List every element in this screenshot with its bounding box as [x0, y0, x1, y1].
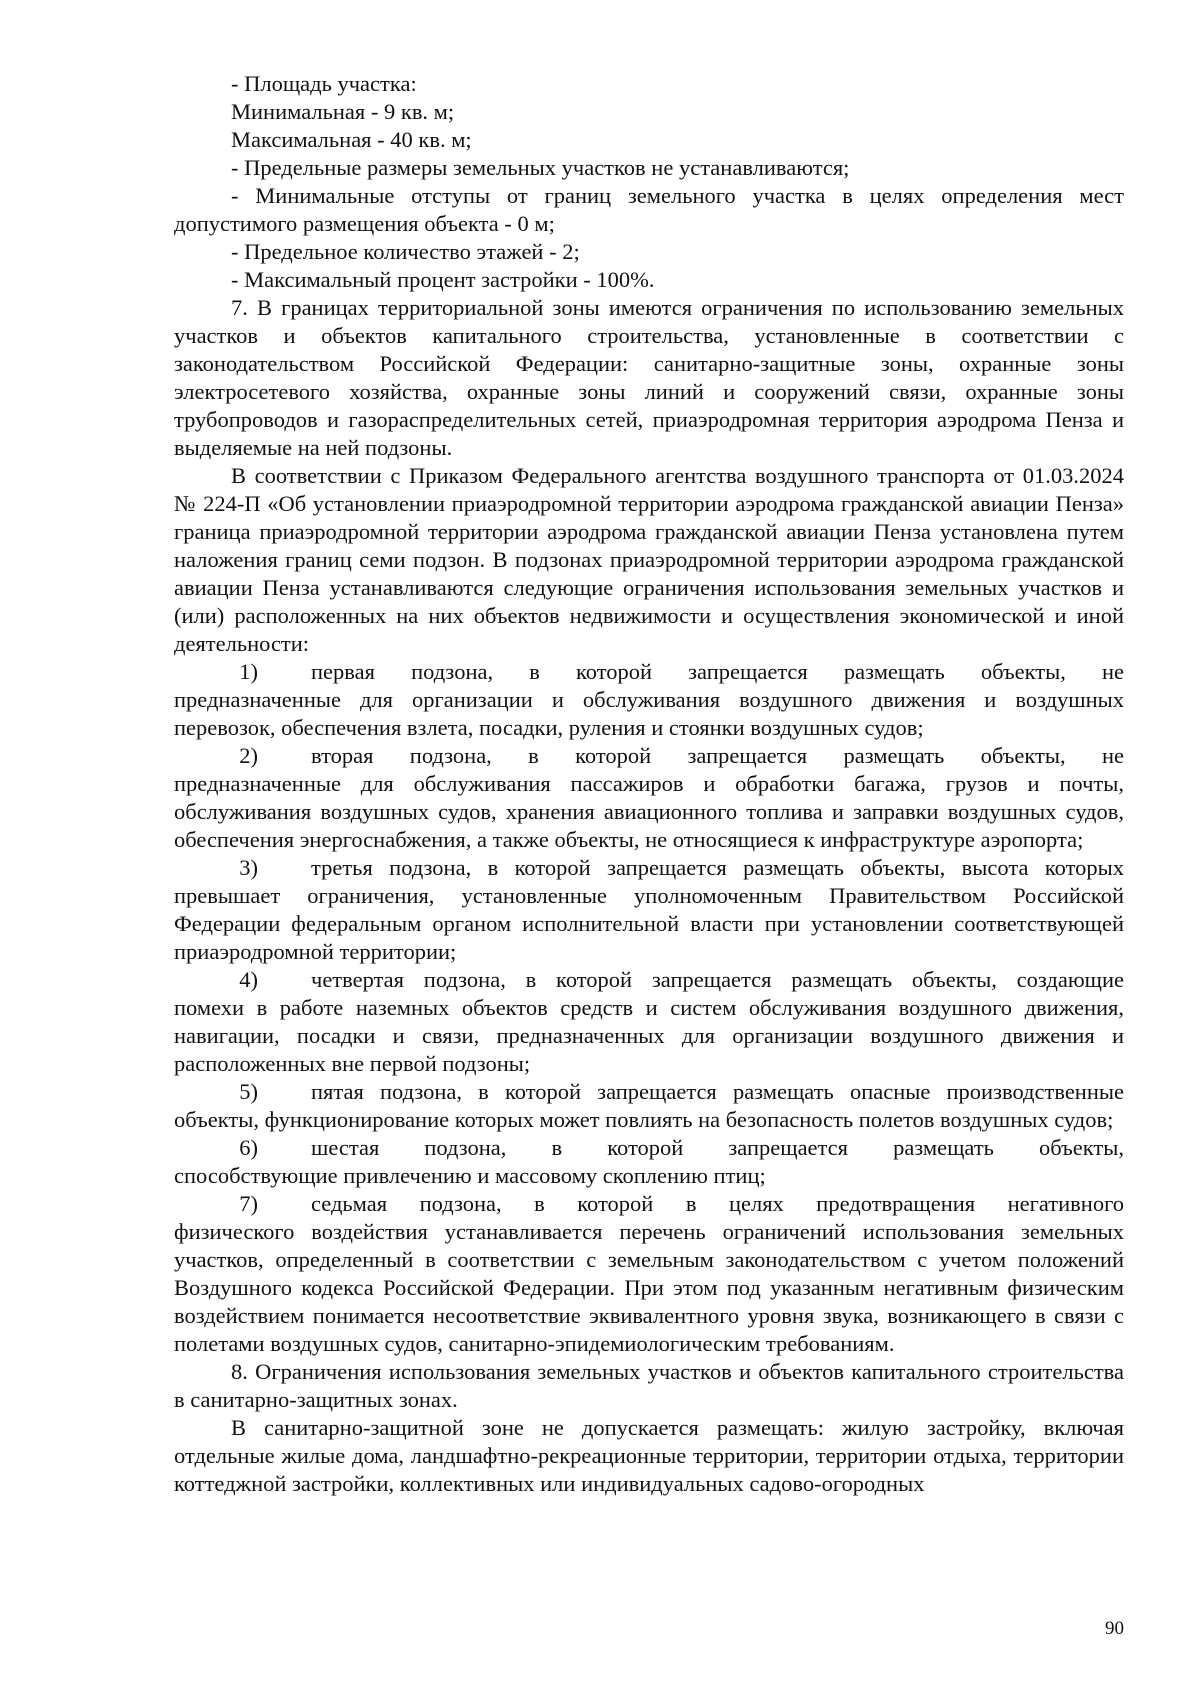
subzone-number: 4)	[239, 967, 258, 992]
paragraph-max-area: Максимальная - 40 кв. м;	[231, 127, 472, 152]
subzone-number: 1)	[239, 659, 258, 684]
paragraph-size-limits: - Предельные размеры земельных участков не устанавливаются;	[231, 155, 850, 180]
subzone-item	[174, 658, 1124, 742]
subzone-first-line: четвертая подзона, в которой запрещается размещать объекты, создающие	[311, 967, 1124, 992]
subzone-number: 5)	[239, 1079, 258, 1104]
subzone-first-line: первая подзона, в которой запрещается размещать объекты, не	[311, 659, 1124, 684]
subzone-number: 2)	[239, 743, 258, 768]
document-body	[174, 70, 1124, 1498]
subzone-item	[174, 854, 1124, 966]
subzone-text: объекты, функционирование которых может повлиять на безопасность полетов воздушных судов;	[174, 1107, 1114, 1132]
subzone-text: помехи в работе наземных объектов средств и систем обслуживания воздушного движения, навигации, посадки и связи, предназначенных для организации воздушного движения и расположенных вне первой подзоны;	[174, 995, 1124, 1076]
subzone-first-line: седьмая подзона, в которой в целях предотвращения негативного	[311, 1191, 1124, 1216]
subzone-item	[174, 1134, 1124, 1190]
paragraph-section-7: 7. В границах территориальной зоны имеются ограничения по использованию земельных участков и объектов капитального строительства, установленные в соответствии с законодательством Российской Федерации: санитарно-защитные зоны, охранные зоны электросетевого хозяйства, охранные зоны линий и сооружений связи, охранные зоны трубопроводов и газораспределительных сетей, приаэродромная территория аэродрома Пенза и выделяемые на ней подзоны.	[174, 295, 1124, 460]
subzone-text: предназначенные для обслуживания пассажиров и обработки багажа, грузов и почты, обслуживания воздушных судов, хранения авиационного топлива и заправки воздушных судов, обеспечения энергоснабжения, а также объекты, не относящиеся к инфраструктуре аэропорта;	[174, 771, 1124, 852]
paragraph-section-8: 8. Ограничения использования земельных участков и объектов капитального строительства в санитарно-защитных зонах.	[174, 1359, 1124, 1412]
paragraph-area-heading: - Площадь участка:	[231, 71, 417, 96]
subzone-first-line: вторая подзона, в которой запрещается размещать объекты, не	[311, 743, 1124, 768]
subzone-item	[174, 1190, 1124, 1358]
subzone-item	[174, 1078, 1124, 1134]
subzone-number: 3)	[239, 855, 258, 880]
paragraph-order-intro: В соответствии с Приказом Федерального агентства воздушного транспорта от 01.03.2024 № 224-П «Об установлении приаэродромной территории аэродрома гражданской авиации Пенза» граница приаэродромной территории аэродрома гражданской авиации Пенза установлена путем наложения границ семи подзон. В подзонах приаэродромной территории аэродрома гражданской авиации Пенза устанавливаются следующие ограничения использования земельных участков и (или) расположенных на них объектов недвижимости и осуществления экономической и иной деятельности:	[174, 463, 1124, 656]
paragraph-min-area: Минимальная - 9 кв. м;	[231, 99, 455, 124]
subzone-text: предназначенные для организации и обслуживания воздушного движения и воздушных перевозок, обеспечения взлета, посадки, руления и стоянки воздушных судов;	[174, 687, 1124, 740]
subzone-text: способствующие привлечению и массовому скоплению птиц;	[174, 1163, 766, 1188]
subzone-number: 6)	[239, 1135, 258, 1160]
paragraph-coverage: - Максимальный процент застройки - 100%.	[231, 267, 655, 292]
subzone-item	[174, 742, 1124, 854]
subzone-text: превышает ограничения, установленные уполномоченным Правительством Российской Федерации федеральным органом исполнительной власти при установлении соответствующей приаэродромной территории;	[174, 883, 1124, 964]
subzone-first-line: пятая подзона, в которой запрещается размещать опасные производственные	[311, 1079, 1124, 1104]
paragraph-min-setbacks: - Минимальные отступы от границ земельного участка в целях определения мест допустимого размещения объекта - 0 м;	[174, 183, 1124, 236]
subzone-text: физического воздействия устанавливается перечень ограничений использования земельных участков, определенный в соответствии с земельным законодательством с учетом положений Воздушного кодекса Российской Федерации. При этом под указанным негативным физическим воздействием понимается несоответствие эквивалентного уровня звука, возникающего в связи с полетами воздушных судов, санитарно-эпидемиологическим требованиям.	[174, 1219, 1124, 1356]
subzone-first-line: шестая подзона, в которой запрещается размещать объекты,	[311, 1135, 1124, 1160]
paragraph-floors: - Предельное количество этажей - 2;	[231, 239, 580, 264]
paragraph-sanitary-zone: В санитарно-защитной зоне не допускается размещать: жилую застройку, включая отдельные жилые дома, ландшафтно-рекреационные территории, территории отдыха, территории коттеджной застройки, коллективных или индивидуальных садово-огородных	[174, 1415, 1124, 1496]
subzone-item	[174, 966, 1124, 1078]
subzone-first-line: третья подзона, в которой запрещается размещать объекты, высота которых	[311, 855, 1124, 880]
page-number: 90	[1105, 1618, 1124, 1639]
subzone-number: 7)	[239, 1191, 258, 1216]
